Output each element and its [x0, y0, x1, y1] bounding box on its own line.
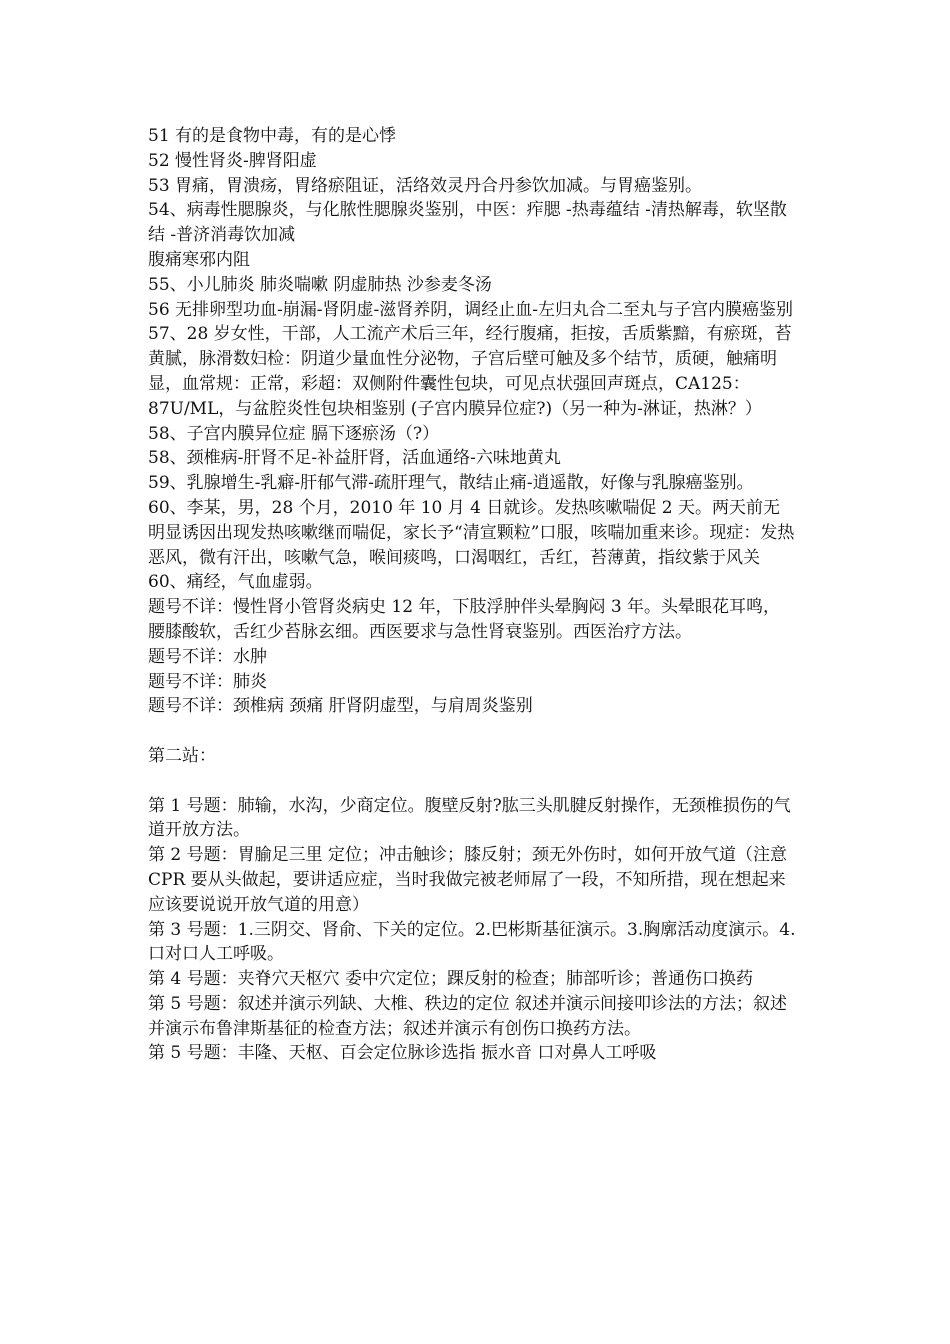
station-2-question-5a: 第 5 号题：叙述并演示列缺、大椎、秩边的定位 叙述并演示间接叩诊法的方法；叙述并演示布鲁津斯基征的检查方法；叙述并演示有创伤口换药方法。 [148, 993, 788, 1039]
item-59: 59、乳腺增生-乳癖-肝郁气滞-疏肝理气，散结止痛-逍遥散，好像与乳腺癌鉴别。 [148, 473, 754, 494]
station-2-question-4: 第 4 号题：夹脊穴天枢穴 委中穴定位；踝反射的检查；肺部听诊；普通伤口换药 [148, 969, 754, 990]
item-55: 55、小儿肺炎 肺炎喘嗽 阴虚肺热 沙参麦冬汤 [148, 274, 492, 295]
item-57: 57、28 岁女性，干部，人工流产术后三年，经行腹痛，拒按，舌质紫黯，有瘀斑，苔黄腻，脉滑数妇检：阴道少量血性分泌物，子宫后壁可触及多个结节，质硬，触痛明显，血常规：正常，彩超：双侧附件囊性包块，可见点状强回声斑点，CA125：87U/ML，与盆腔炎性包块相鉴别 (子宫内膜异位症?)（另一种为-淋证，热淋？） [148, 324, 792, 419]
item-56: 56 无排卵型功血-崩漏-肾阴虚-滋肾养阴，调经止血-左归丸合二至丸与子宫内膜癌鉴别 [148, 299, 794, 320]
item-51: 51 有的是食物中毒，有的是心悸 [148, 126, 397, 146]
item-unknown-cervical: 题号不详：颈椎病 颈痛 肝肾阴虚型，与肩周炎鉴别 [148, 696, 533, 717]
station-2-question-1: 第 1 号题：肺输，水沟，少商定位。腹壁反射?肱三头肌腱反射操作，无颈椎损伤的气道开放方法。 [148, 795, 791, 841]
item-53: 53 胃痛，胃溃疡，胃络瘀阻证，活络效灵丹合丹参饮加减。与胃癌鉴别。 [148, 175, 703, 196]
document-page [148, 124, 796, 1066]
item-60b: 60、痛经，气血虚弱。 [148, 572, 323, 593]
spacer [148, 769, 796, 794]
spacer [148, 719, 796, 744]
item-unknown-edema: 题号不详：水肿 [148, 646, 267, 667]
station-2-question-2: 第 2 号题：胃腧足三里 定位；冲击触诊；膝反射；颈无外伤时，如何开放气道（注意 CPR 要从头做起，要讲适应症，当时我做完被老师屌了一段，不知所措，现在想起来应该要说说开放气道的用意） [148, 845, 788, 915]
item-unknown-kidney: 题号不详：慢性肾小管肾炎病史 12 年，下肢浮肿伴头晕胸闷 3 年。头晕眼花耳鸣，腰膝酸软，舌红少苔脉玄细。西医要求与急性肾衰鉴别。西医治疗方法。 [148, 597, 781, 642]
item-unknown-pneumonia: 题号不详：肺炎 [148, 671, 267, 692]
item-abdominal-pain: 腹痛寒邪内阻 [148, 249, 250, 270]
station-2-question-3: 第 3 号题：1.三阴交、肾俞、下关的定位。2.巴彬斯基征演示。3.胸廓活动度演示。4.口对口人工呼吸。 [148, 919, 796, 965]
item-54: 54、病毒性腮腺炎，与化脓性腮腺炎鉴别，中医：痄腮 -热毒蕴结 -清热解毒，软坚散结 -普济消毒饮加减 [148, 200, 787, 246]
section-2-heading: 第二站： [148, 745, 216, 766]
item-58b: 58、颈椎病-肝肾不足-补益肝肾，活血通络-六味地黄丸 [148, 448, 561, 469]
station-2-question-5b: 第 5 号题：丰隆、天枢、百会定位脉诊选指 振水音 口对鼻人工呼吸 [148, 1043, 657, 1064]
item-52: 52 慢性肾炎-脾肾阳虚 [148, 150, 317, 171]
item-58a: 58、子宫内膜异位症 膈下逐瘀汤（?） [148, 423, 440, 444]
item-60a: 60、李某，男，28 个月，2010 年 10 月 4 日就诊。发热咳嗽喘促 2 天。两天前无明显诱因出现发热咳嗽继而喘促，家长予“清宣颗粒”口服，咳喘加重来诊。现症：发热恶风，微有汗出，咳嗽气急，喉间痰鸣，口渴咽红，舌红，苔薄黄，指纹紫于风关 [148, 497, 795, 568]
